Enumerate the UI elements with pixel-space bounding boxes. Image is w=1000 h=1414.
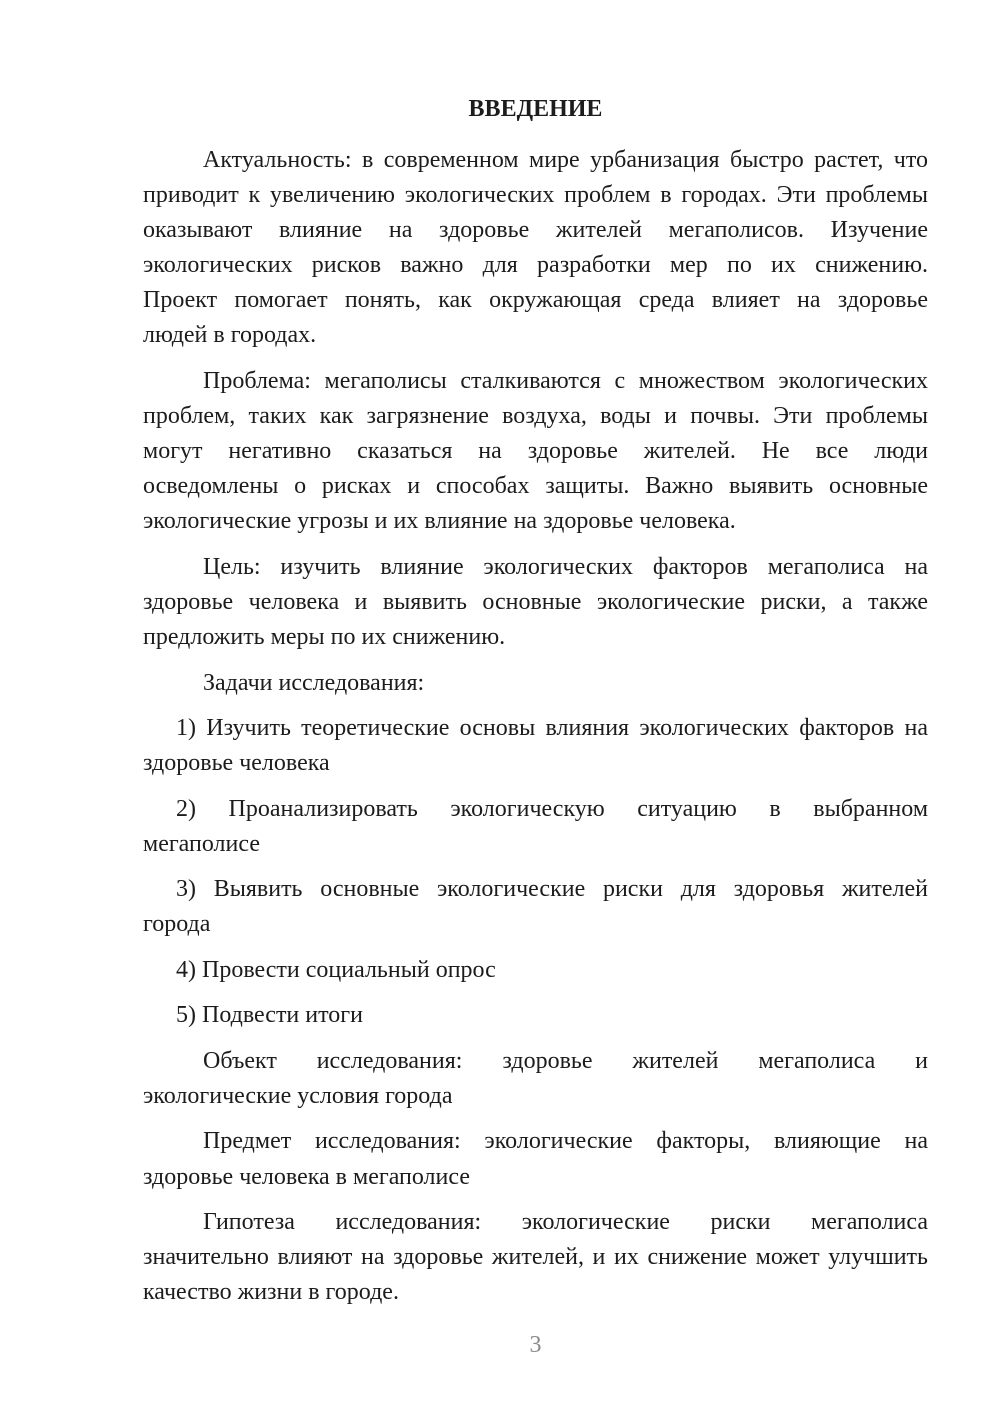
text-line: проблем, таких как загрязнение воздуха, воды и почвы. Эти проблемы — [143, 402, 928, 429]
text-line: Проблема: мегаполисы сталкиваются с множеством экологических — [203, 367, 928, 394]
text-line: Актуальность: в современном мире урбанизация быстро растет, что — [203, 146, 928, 173]
text-line: 3) Выявить основные экологические риски для здоровья жителей — [176, 876, 928, 903]
text-line: мегаполисе — [143, 830, 260, 857]
paragraph-hypothesis — [143, 1205, 928, 1310]
text-line: 5) Подвести итоги — [176, 1002, 363, 1029]
text-line: могут негативно сказаться на здоровье жителей. Не все люди — [143, 438, 928, 465]
section-heading: ВВЕДЕНИЕ — [468, 96, 603, 123]
task-item-1 — [143, 711, 928, 781]
text-line: здоровье человека в мегаполисе — [143, 1163, 470, 1190]
paragraph-relevance — [143, 143, 928, 354]
page-number: 3 — [529, 1332, 542, 1359]
paragraph-object — [143, 1044, 928, 1114]
text-line: Гипотеза исследования: экологические риски мегаполиса — [203, 1209, 928, 1236]
text-line: Проект помогает понять, как окружающая среда влияет на здоровье — [143, 287, 928, 314]
text-line: предложить меры по их снижению. — [143, 624, 506, 651]
text-line: Задачи исследования: — [203, 669, 425, 696]
text-line: приводит к увеличению экологических проблем в городах. Эти проблемы — [143, 181, 928, 208]
text-line: значительно влияют на здоровье жителей, и их снижение может улучшить — [143, 1244, 928, 1271]
text-line: экологические угрозы и их влияние на здоровье человека. — [143, 508, 736, 535]
text-line: Объект исследования: здоровье жителей мегаполиса и — [203, 1047, 928, 1074]
page-content — [143, 92, 928, 1320]
text-line: качество жизни в городе. — [143, 1279, 399, 1306]
task-item-3 — [143, 872, 928, 942]
text-line: осведомлены о рисках и способах защиты. Важно выявить основные — [143, 473, 928, 500]
text-line: 1) Изучить теоретические основы влияния экологических факторов на — [176, 715, 928, 742]
paragraph-goal — [143, 550, 928, 655]
task-item-2 — [143, 792, 928, 862]
text-line: города — [143, 911, 211, 938]
task-item-5 — [143, 998, 928, 1033]
paragraph-problem — [143, 364, 928, 540]
text-line: Предмет исследования: экологические факторы, влияющие на — [203, 1128, 928, 1155]
text-line: 2) Проанализировать экологическую ситуацию в выбранном — [176, 795, 928, 822]
tasks-title — [143, 666, 928, 701]
text-line: здоровье человека и выявить основные экологические риски, а также — [143, 589, 928, 616]
text-line: экологических рисков важно для разработки мер по их снижению. — [143, 252, 928, 279]
task-item-4 — [143, 953, 928, 988]
text-line: здоровье человека — [143, 750, 330, 777]
text-line: 4) Провести социальный опрос — [176, 956, 496, 983]
text-line: людей в городах. — [143, 322, 317, 349]
text-line: экологические условия города — [143, 1082, 453, 1109]
text-line: Цель: изучить влияние экологических факторов мегаполиса на — [203, 553, 928, 580]
text-line: оказывают влияние на здоровье жителей мегаполисов. Изучение — [143, 216, 928, 243]
paragraph-subject — [143, 1124, 928, 1194]
